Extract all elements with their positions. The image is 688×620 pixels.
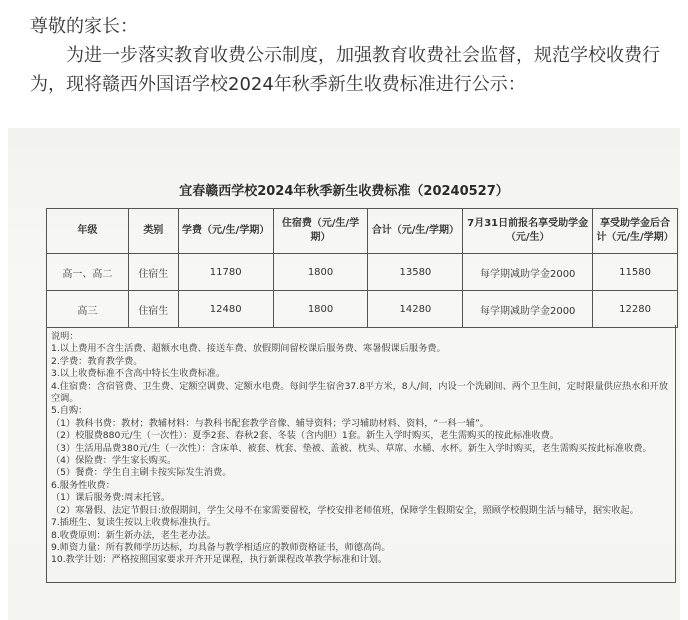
note-line: （4）保险费：学生家长购买。 (51, 455, 177, 467)
note-line: （1）课后服务费:周末托管。 (51, 492, 171, 504)
cell-total-after-grant: 11580 (593, 254, 678, 291)
fee-table (46, 208, 678, 328)
note-line: 4.住宿费：含宿管费、卫生费、定额空调费、定额水电费。每间学生宿舍37.8平方米，8人/间，内设一个洗刷间、两个卫生间，定时限量供应热水和开放空调。 (51, 380, 668, 405)
table-row (47, 291, 678, 328)
note-line: 8.收费原则：新生新办法，老生老办法。 (51, 529, 216, 541)
note-line: （5）餐费：学生自主刷卡按实际发生消费。 (51, 467, 232, 479)
note-line: 6.服务性收费： (51, 479, 115, 491)
cell-total: 14280 (368, 291, 463, 328)
document-title: 宜春赣西学校2024年秋季新生收费标准（20240527） (179, 184, 509, 199)
cell-total-after-grant: 12280 (593, 291, 678, 328)
note-line: 5.自购： (51, 405, 88, 417)
header-category: 类别 (128, 209, 178, 254)
note-line: 3.以上收费标准不含高中特长生收费标准。 (51, 368, 226, 380)
fee-document-photo (8, 128, 680, 620)
cell-tuition: 11780 (178, 254, 273, 291)
intro-paragraph: 为进一步落实教育收费公示制度，加强教育收费社会监督，规范学校收费行为，现将赣西外国语学校2024年秋季新生收费标准进行公示： (30, 45, 660, 95)
cell-accommodation: 1800 (273, 291, 368, 328)
note-line: （2）寒暑假、法定节假日:放假期间，学生父母不在家需要留校，学校安排老师值班，保障学生假期安全，照顾学校假期生活与辅导，据实收起。 (51, 504, 639, 516)
header-grant: 7月31日前报名享受助学金（元/生） (463, 209, 593, 254)
cell-accommodation: 1800 (273, 254, 368, 291)
notes-section (46, 325, 676, 583)
cell-grant: 每学期减助学金2000 (463, 291, 593, 328)
cell-category: 住宿生 (128, 254, 178, 291)
cell-grant: 每学期减助学金2000 (463, 254, 593, 291)
note-line: 9.师资力量：所有教师学历达标，均具备与教学相适应的教师资格证书，师德高尚。 (51, 541, 391, 553)
cell-grade: 高三 (47, 291, 129, 328)
cell-grade: 高一、高二 (47, 254, 129, 291)
note-line: （1）教科书费：教材；教辅材料：与教科书配套教学音像、辅导资料；学习辅助材料、资料，“一科一辅”。 (51, 417, 489, 429)
cell-category: 住宿生 (128, 291, 178, 328)
note-line: 10.教学计划：严格按照国家要求开齐开足课程，执行新课程改革教学标准和计划。 (51, 554, 388, 566)
cell-tuition: 12480 (178, 291, 273, 328)
note-line: 2.学费：教育教学费。 (51, 355, 143, 367)
note-line: 1.以上费用不含生活费、超额水电费、接送车费、放假期间留校课后服务费、寒暑假课后服务费。 (51, 343, 446, 355)
cell-total: 13580 (368, 254, 463, 291)
note-line: 7.插班生、复读生按以上收费标准执行。 (51, 517, 216, 529)
header-accommodation: 住宿费（元/生/学期） (273, 209, 368, 254)
note-line: 说明： (51, 331, 79, 342)
header-grade: 年级 (47, 209, 129, 254)
header-total-after-grant: 享受助学金后合计（元/生/学期） (593, 209, 678, 254)
header-total: 合计（元/生/学期） (368, 209, 463, 254)
note-line: （2）校服费880元/生（一次性）：夏季2套、春秋2套、冬装（含内胆）1套。新生入学时购买，老生需购买的按此标准收费。 (51, 430, 559, 442)
note-line: （3）生活用品费380元/生（一次性）：含床单、被套、枕套、垫被、盖被、枕头、草席、水桶、水杯。新生入学时购买，老生需购买按此标准收费。 (51, 442, 652, 454)
greeting: 尊敬的家长： (30, 16, 138, 37)
table-header-row (47, 209, 678, 254)
header-tuition: 学费（元/生/学期） (178, 209, 273, 254)
intro-text (30, 12, 670, 99)
table-row (47, 254, 678, 291)
